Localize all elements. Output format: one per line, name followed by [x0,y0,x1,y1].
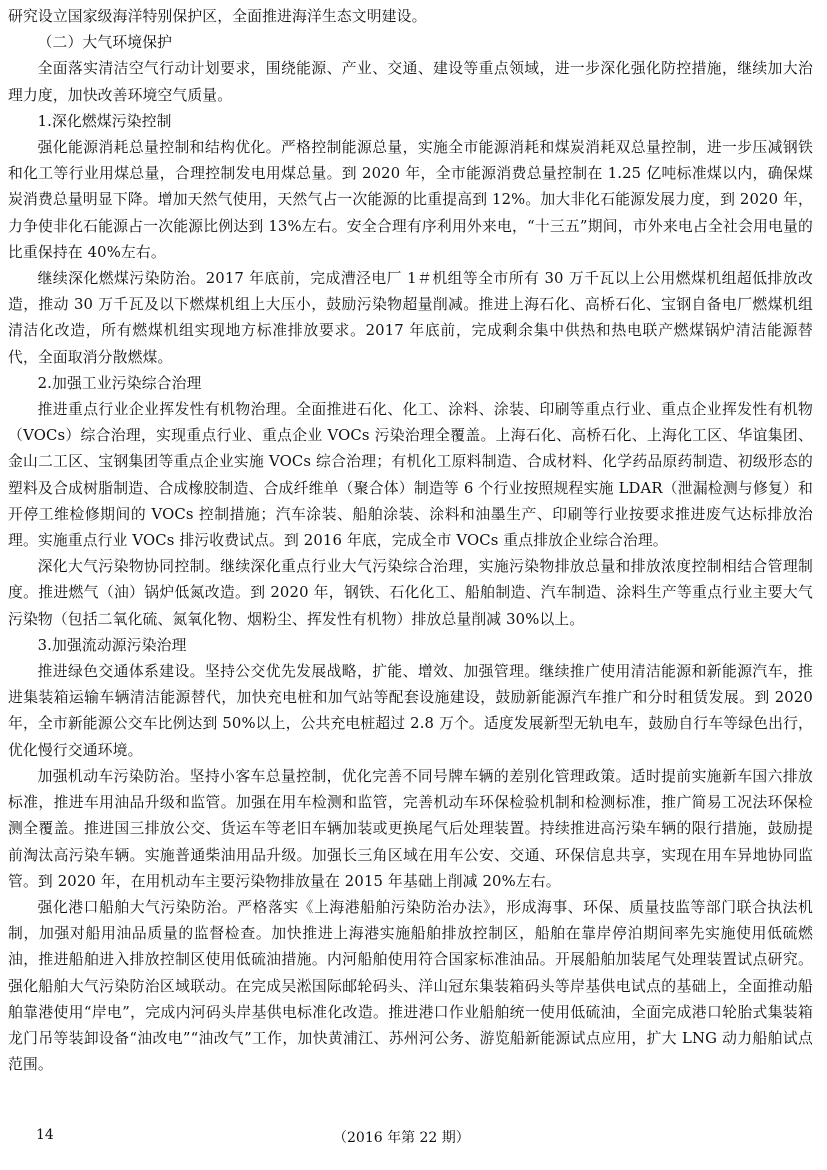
paragraph: 强化港口船舶大气污染防治。严格落实《上海港船舶污染防治办法》，形成海事、环保、质量技监等部门联合执法机制，加强对船用油品质量的监督检查。加快推进上海港实施船舶排放控制区，船舶在靠岸停泊期间率先实施使用低硫燃油，推进船舶进入排放控制区使用低硫油措施。内河船舶使用符合国家标准油品。开展船舶加装尾气处理装置试点研究。强化船舶大气污染防治区域联动。在完成吴淞国际邮轮码头、洋山冠东集装箱码头等岸基供电试点的基础上，全面推动船舶靠港使用“岸电”，完成内河码头岸基供电标准化改造。推进港口作业船舶统一使用低硫油，全面完成港口轮胎式集装箱龙门吊等装卸设备“油改电”“油改气”工作，加快黄浦江、苏州河公务、游览船新能源试点应用，扩大 LNG 动力船舶试点范围。 [8,898,813,1074]
subsection-heading-mobile-sources: 3.加强流动源污染治理 [37,636,187,654]
paragraph: 继续深化燃煤污染防治。2017 年底前，完成漕泾电厂 1＃机组等全市所有 30 万千瓦以上公用燃煤机组超低排放改造，推动 30 万千瓦及以下燃煤机组上大压小，鼓励污染物超量削减。推进上海石化、高桥石化、宝钢自备电厂燃煤机组清洁化改造，所有燃煤机组实现地方标准排放要求。2017 年底前，完成剩余集中供热和热电联产燃煤锅炉清洁能源替代，全面取消分散燃煤。 [8,270,813,366]
paragraph: 推进重点行业企业挥发性有机物治理。全面推进石化、化工、涂料、涂装、印刷等重点行业、重点企业挥发性有机物（VOCs）综合治理，实现重点行业、重点企业 VOCs 污染治理全覆盖。上海石化、高桥石化、上海化工区、华谊集团、金山二工区、宝钢集团等重点企业实施 VOCs 综合治理；有机化工原料制造、合成材料、化学药品原药制造、初级形态的塑料及合成树脂制造、合成橡胶制造、合成纤维单（聚合体）制造等 6 个行业按照规程实施 LDAR（泄漏检测与修复）和开停工维检修期间的 VOCs 控制措施；汽车涂装、船舶涂装、涂料和油墨生产、印刷等行业按要求推进废气达标排放治理。实施重点行业 VOCs 排污收费试点。到 2016 年底，完成全市 VOCs 重点排放企业综合治理。 [8,401,813,550]
paragraph: 深化大气污染物协同控制。继续深化重点行业大气污染综合治理，实施污染物排放总量和排放浓度控制相结合管理制度。推进燃气（油）锅炉低氮改造。到 2020 年，钢铁、石化化工、船舶制造、汽车制造、涂料生产等重点行业主要大气污染物（包括二氧化硫、氮氧化物、烟粉尘、挥发性有机物）排放总量削减 30%以上。 [8,558,813,628]
paragraph: 强化能源消耗总量控制和结构优化。严格控制能源总量，实施全市能源消耗和煤炭消耗双总量控制，进一步压减钢铁和化工等行业用煤总量，合理控制发电用煤总量。到 2020 年，全市能源消费总量控制在 1.25 亿吨标准煤以内，确保煤炭消费总量明显下降。增加天然气使用，天然气占一次能源的比重提高到 12%。加大非化石能源发展力度，到 2020 年，力争使非化石能源占一次能源比例达到 13%左右。安全合理有序利用外来电，“十三五”期间，市外来电占全社会用电量的比重保持在 40%左右。 [8,139,813,261]
section-heading-air-protection: （二）大气环境保护 [37,34,173,52]
document-body [8,4,813,1078]
issue-label: （2016 年第 22 期） [333,1130,470,1146]
paragraph: 推进绿色交通体系建设。坚持公交优先发展战略，扩能、增效、加强管理。继续推广使用清洁能源和新能源汽车，推进集装箱运输车辆清洁能源替代，加快充电桩和加气站等配套设施建设，鼓励新能源汽车推广和分时租赁发展。到 2020 年，全市新能源公交车比例达到 50%以上，公共充电桩超过 2.8 万个。适度发展新型无轨电车，鼓励自行车等绿色出行，优化慢行交通环境。 [8,663,813,759]
subsection-heading-coal-pollution: 1.深化燃煤污染控制 [37,112,172,130]
paragraph: 全面落实清洁空气行动计划要求，围绕能源、产业、交通、建设等重点领域，进一步深化强化防控措施，继续加大治理力度，加快改善环境空气质量。 [8,60,813,104]
paragraph: 加强机动车污染防治。坚持小客车总量控制，优化完善不同号牌车辆的差别化管理政策。适时提前实施新车国六排放标准，推进车用油品升级和监管。加强在用车检测和监管，完善机动车环保检验机制和检测标准，推广简易工况法环保检测全覆盖。推进国三排放公交、货运车等老旧车辆加装或更换尾气后处理装置。持续推进高污染车辆的限行措施，鼓励提前淘汰高污染车辆。实施普通柴油用品升级。加强长三角区域在用车公安、交通、环保信息共享，实现在用车异地协同监管。到 2020 年，在用机动车主要污染物排放量在 2015 年基础上削减 20%左右。 [8,767,813,890]
page-number: 14 [36,1127,54,1143]
subsection-heading-industrial-pollution: 2.加强工业污染综合治理 [37,374,202,392]
paragraph-continued: 研究设立国家级海洋特别保护区，全面推进海洋生态文明建设。 [8,8,427,25]
